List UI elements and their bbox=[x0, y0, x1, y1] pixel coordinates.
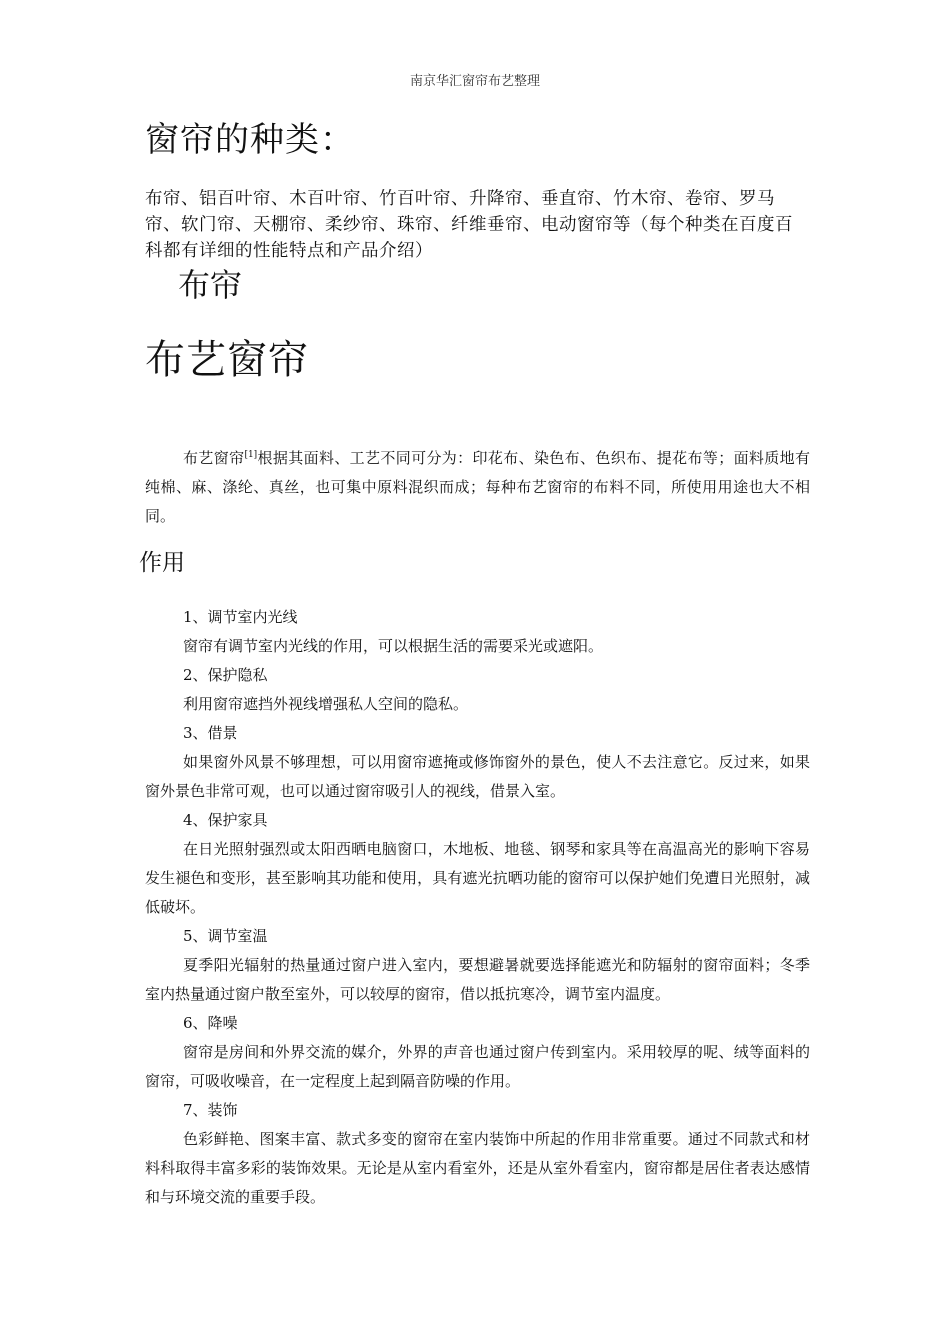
function-body: 色彩鲜艳、图案丰富、款式多变的窗帘在室内装饰中所起的作用非常重要。通过不同款式和材料科取得丰富多彩的装饰效果。无论是从室内看室外，还是从室外看室内，窗帘都是居住者表达感情和与环境交流的重要手段。 bbox=[145, 1130, 810, 1206]
page-header: 南京华汇窗帘布艺整理 bbox=[409, 74, 540, 89]
section-title-functions: 作用 bbox=[139, 550, 185, 576]
intro-paragraph bbox=[145, 441, 810, 531]
function-body: 夏季阳光辐射的热量通过窗户进入室内，要想避暑就要选择能遮光和防辐射的窗帘面料；冬季室内热量通过窗户散至室外，可以较厚的窗帘，借以抵抗寒冷，调节室内温度。 bbox=[145, 956, 810, 1003]
function-title: 3、借景 bbox=[183, 724, 238, 742]
intro-rest: 根据其面料、工艺不同可分为：印花布、染色布、色织布、提花布等；面料质地有纯棉、麻、涤纶、真丝，也可集中原料混织而成；每种布艺窗帘的布料不同，所使用用途也大不相同。 bbox=[145, 449, 810, 525]
function-body: 利用窗帘遮挡外视线增强私人空间的隐私。 bbox=[183, 695, 469, 713]
types-paragraph: 布帘、铝百叶帘、木百叶帘、竹百叶帘、升降帘、垂直帘、竹木帘、卷帘、罗马帘、软门帘、天棚帘、柔纱帘、珠帘、纤维垂帘、电动窗帘等（每个种类在百度百科都有详细的性能特点和产品介绍） bbox=[145, 189, 793, 261]
function-title: 4、保护家具 bbox=[183, 811, 268, 829]
function-title: 7、装饰 bbox=[183, 1101, 238, 1119]
function-body: 窗帘有调节室内光线的作用，可以根据生活的需要采光或遮阳。 bbox=[183, 637, 604, 655]
reference-link[interactable]: [1] bbox=[244, 450, 258, 460]
function-body: 在日光照射强烈或太阳西晒电脑窗口，木地板、地毯、钢琴和家具等在高温高光的影响下容易发生褪色和变形，甚至影响其功能和使用，具有遮光抗晒功能的窗帘可以保护她们免遭日光照射，减低破坏。 bbox=[145, 840, 810, 916]
function-body: 窗帘是房间和外界交流的媒介，外界的声音也通过窗户传到室内。采用较厚的呢、绒等面料的窗帘，可吸收噪音，在一定程度上起到隔音防噪的作用。 bbox=[145, 1043, 810, 1090]
intro-lead: 布艺窗帘 bbox=[183, 449, 245, 467]
function-title: 1、调节室内光线 bbox=[183, 608, 298, 626]
function-title: 2、保护隐私 bbox=[183, 666, 268, 684]
function-title: 5、调节室温 bbox=[183, 927, 268, 945]
subtitle-cloth-curtain: 布帘 bbox=[178, 266, 243, 304]
functions-list bbox=[145, 603, 810, 1212]
title-fabric-curtain: 布艺窗帘 bbox=[145, 337, 309, 383]
function-title: 6、降噪 bbox=[183, 1014, 238, 1032]
section-title-types: 窗帘的种类： bbox=[145, 120, 355, 160]
function-body: 如果窗外风景不够理想，可以用窗帘遮掩或修饰窗外的景色，使人不去注意它。反过来，如果窗外景色非常可观，也可以通过窗帘吸引人的视线，借景入室。 bbox=[145, 753, 810, 800]
